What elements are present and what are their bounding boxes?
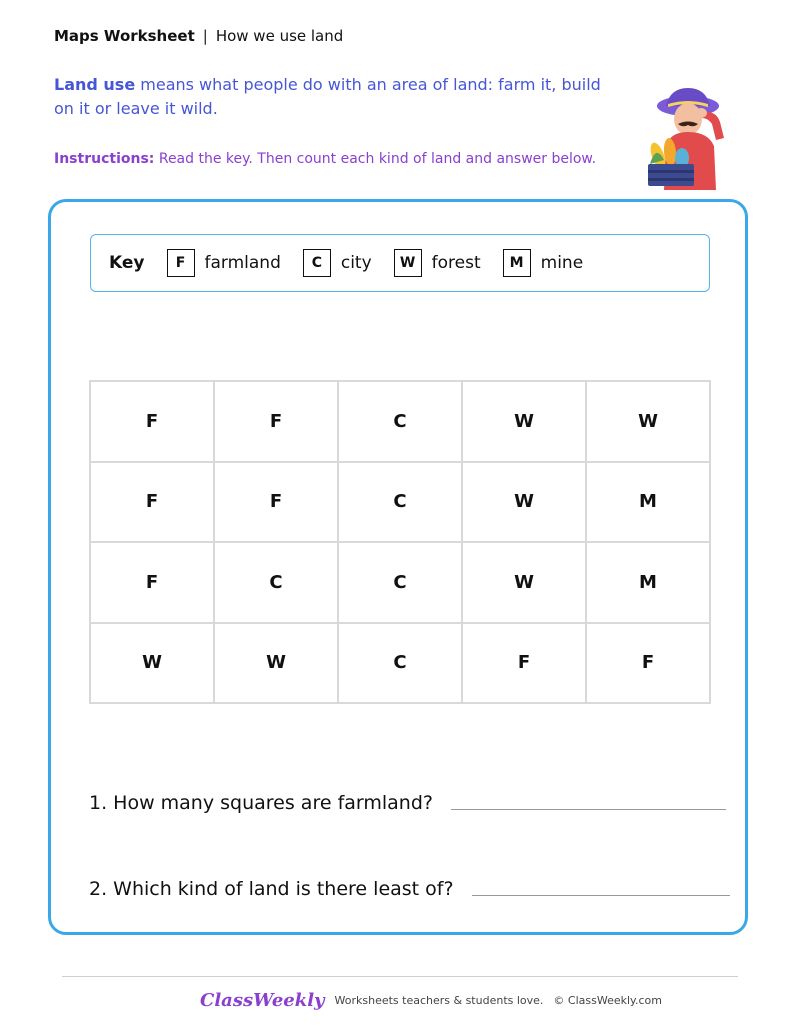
map-cell: W xyxy=(462,381,586,462)
map-cell: F xyxy=(90,542,214,623)
question-1 xyxy=(89,792,726,814)
map-cell: C xyxy=(338,462,462,543)
key-label: mine xyxy=(540,253,584,273)
question-2-answer-line[interactable] xyxy=(472,894,730,896)
key-symbol: M xyxy=(503,249,531,277)
map-cell: F xyxy=(214,462,338,543)
farmer-with-crops-icon xyxy=(636,86,740,190)
key-title: Key xyxy=(109,253,145,273)
key-symbol: W xyxy=(394,249,422,277)
key-item-mine xyxy=(503,249,584,277)
key-symbol: C xyxy=(303,249,331,277)
worksheet-header xyxy=(54,27,343,45)
key-item-farmland xyxy=(167,249,281,277)
question-1-answer-line[interactable] xyxy=(451,808,726,810)
key-symbol: F xyxy=(167,249,195,277)
land-use-map-grid xyxy=(89,380,711,704)
map-cell: C xyxy=(338,623,462,704)
question-1-text: 1. How many squares are farmland? xyxy=(89,792,433,814)
footer-divider xyxy=(62,976,738,977)
map-cell: C xyxy=(338,381,462,462)
map-cell: W xyxy=(586,381,710,462)
map-cell: F xyxy=(90,462,214,543)
footer xyxy=(200,990,662,1011)
key-label: forest xyxy=(431,253,481,273)
key-label: city xyxy=(340,253,372,273)
map-cell: F xyxy=(462,623,586,704)
map-cell: W xyxy=(214,623,338,704)
map-cell: M xyxy=(586,542,710,623)
map-cell: W xyxy=(462,542,586,623)
header-separator: | xyxy=(202,27,208,45)
instructions-label: Instructions: xyxy=(54,151,155,167)
map-cell: W xyxy=(90,623,214,704)
map-cell: C xyxy=(214,542,338,623)
instructions xyxy=(54,151,596,167)
map-cell: W xyxy=(462,462,586,543)
intro-text xyxy=(54,73,614,121)
key-item-forest xyxy=(394,249,481,277)
key-item-city xyxy=(303,249,372,277)
brand-logo: ClassWeekly xyxy=(200,990,325,1011)
key-label: farmland xyxy=(204,253,281,273)
question-2 xyxy=(89,878,730,900)
map-cell: F xyxy=(214,381,338,462)
intro-definition: means what people do with an area of land: farm it, build on it or leave it wild. xyxy=(54,75,601,118)
map-cell: C xyxy=(338,542,462,623)
question-2-text: 2. Which kind of land is there least of? xyxy=(89,878,454,900)
footer-copyright: © ClassWeekly.com xyxy=(553,994,662,1007)
map-cell: F xyxy=(586,623,710,704)
worksheet-subject: Maps Worksheet xyxy=(54,27,195,45)
instructions-text: Read the key. Then count each kind of land and answer below. xyxy=(154,151,597,167)
map-key xyxy=(90,234,710,292)
map-cell: F xyxy=(90,381,214,462)
map-cell: M xyxy=(586,462,710,543)
footer-tagline: Worksheets teachers & students love. xyxy=(334,994,544,1007)
intro-term: Land use xyxy=(54,75,136,94)
worksheet-topic: How we use land xyxy=(215,27,344,45)
